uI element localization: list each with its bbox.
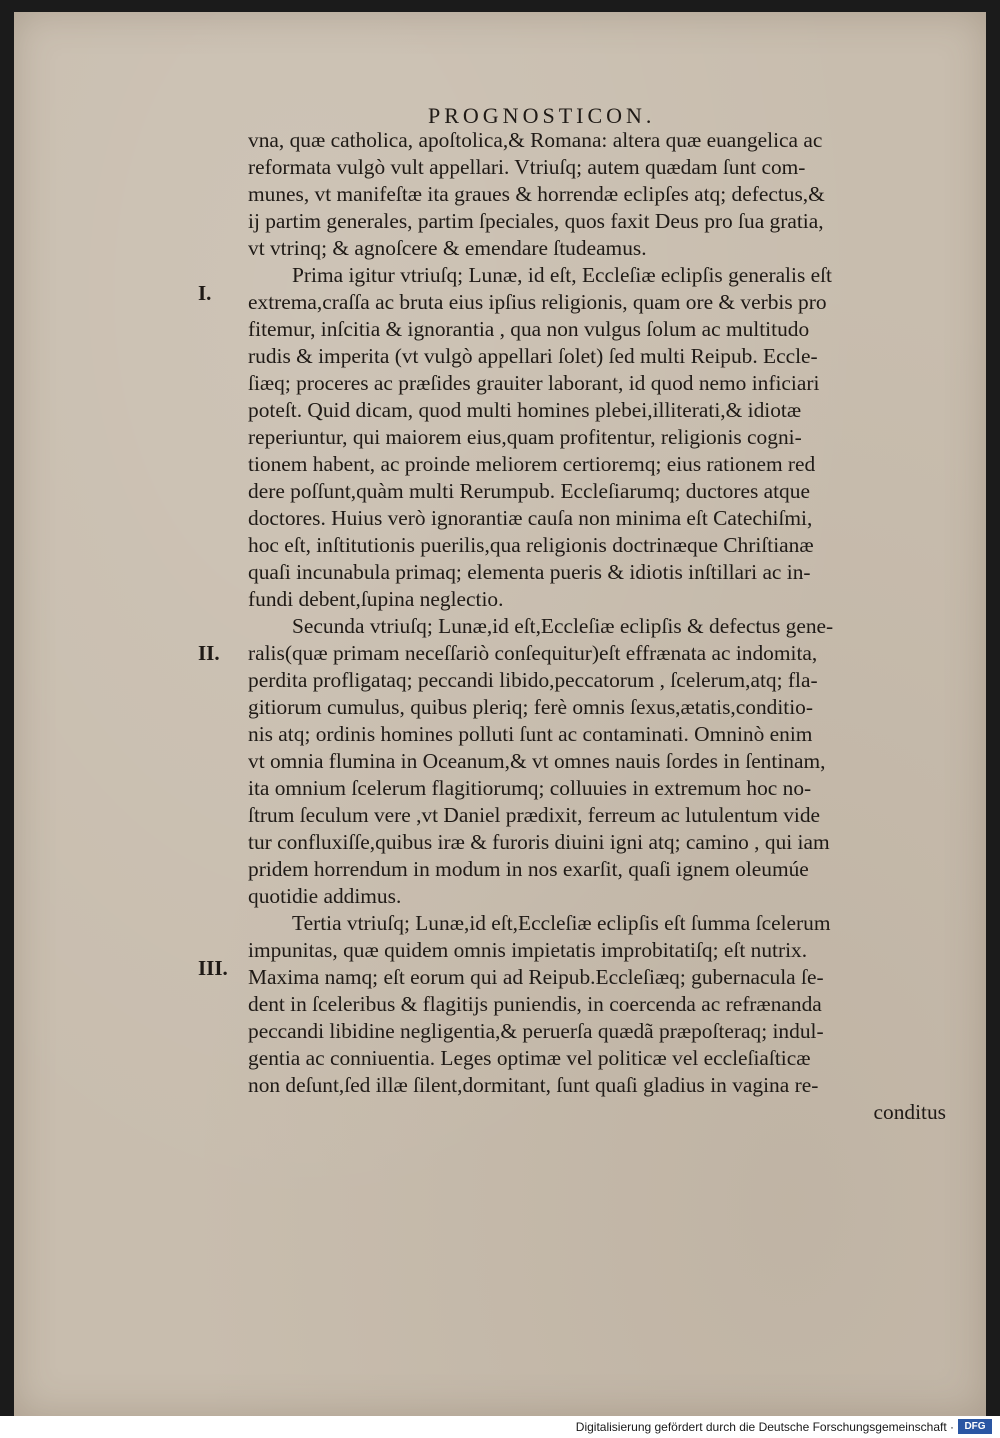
body-text	[248, 127, 964, 1126]
text-line: perdita profligataq; peccandi libido,peccatorum , ſcelerum,atq; fla-	[248, 668, 818, 692]
text-line: ita omnium ſcelerum flagitiorumq; colluuies in extremum hoc no-	[248, 776, 812, 800]
section-number: III.	[198, 956, 228, 980]
text-line: non deſunt,ſed illæ ſilent,dormitant, ſunt quaſi gladius in vagina re-	[248, 1073, 819, 1097]
dfg-logo: DFG	[958, 1419, 992, 1434]
page-header: PROGNOSTICON.	[428, 103, 656, 128]
text-line: vt omnia flumina in Oceanum,& vt omnes nauis ſordes in ſentinam,	[248, 749, 826, 773]
text-line: ſtrum ſeculum vere ,vt Daniel prædixit, ferreum ac lutulentum vide	[248, 803, 821, 827]
text-line: munes, vt manifeſtæ ita graues & horrendæ eclipſes atq; defectus,&	[248, 182, 825, 206]
text-line: fitemur, inſcitia & ignorantia , qua non vulgus ſolum ac multitudo	[248, 317, 810, 341]
text-line: ſiæq; proceres ac præſides grauiter laborant, id quod nemo inficiari	[248, 371, 820, 395]
text-line: impunitas, quæ quidem omnis impietatis improbitatiſq; eſt nutrix.	[248, 938, 808, 962]
text-line: vna, quæ catholica, apoſtolica,& Romana: altera quæ euangelica ac	[248, 128, 823, 152]
text-line: dent in ſceleribus & flagitijs puniendis, in coercenda ac refrænanda	[248, 992, 822, 1016]
text-line: pridem horrendum in modum in nos exarſit, quaſi ignem oleumúe	[248, 857, 809, 881]
text-line: peccandi libidine negligentia,& peruerſa quædã præpoſteraq; indul-	[248, 1019, 824, 1043]
catchword: conditus	[873, 1100, 946, 1124]
text-line: dere poſſunt,quàm multi Rerumpub. Eccleſiarumq; ductores atque	[248, 479, 810, 503]
paragraph	[248, 910, 964, 1099]
text-line: rudis & imperita (vt vulgò appellari ſolet) ſed multi Reipub. Eccle-	[248, 344, 818, 368]
text-line: tur confluxiſſe,quibus iræ & furoris diuini igni atq; camino , qui iam	[248, 830, 830, 854]
text-line: hoc eſt, inſtitutionis puerilis,qua religionis doctrinæque Chriſtianæ	[248, 533, 814, 557]
paragraph	[248, 262, 964, 613]
paragraph	[248, 613, 964, 910]
section-number: I.	[198, 281, 212, 305]
text-line: Maxima namq; eſt eorum qui ad Reipub.Eccleſiæq; gubernacula ſe-	[248, 965, 824, 989]
text-line: reformata vulgò vult appellari. Vtriuſq; autem quædam ſunt com-	[248, 155, 806, 179]
text-line: reperiuntur, qui maiorem eius,quam profitentur, religionis cogni-	[248, 425, 802, 449]
text-line: Tertia vtriuſq; Lunæ,id eſt,Eccleſiæ eclipſis eſt ſumma ſcelerum	[292, 911, 831, 935]
text-line: poteſt. Quid dicam, quod multi homines plebei,illiterati,& idiotæ	[248, 398, 802, 422]
text-line: fundi debent,ſupina neglectio.	[248, 587, 504, 611]
paragraph	[248, 127, 964, 262]
text-line: ralis(quæ primam neceſſariò conſequitur)eſt effrænata ac indomita,	[248, 641, 818, 665]
text-line: doctores. Huius verò ignorantiæ cauſa non minima eſt Catechiſmi,	[248, 506, 813, 530]
text-line: tionem habent, ac proinde meliorem certioremq; eius rationem red	[248, 452, 816, 476]
text-line: Secunda vtriuſq; Lunæ,id eſt,Eccleſiæ eclipſis & defectus gene-	[292, 614, 834, 638]
text-line: ij partim generales, partim ſpeciales, quos faxit Deus pro ſua gratia,	[248, 209, 824, 233]
text-line: quaſi incunabula primaq; elementa pueris & idiotis inſtillari ac in-	[248, 560, 811, 584]
text-line: gentia ac conniuentia. Leges optimæ vel politicæ vel eccleſiaſticæ	[248, 1046, 811, 1070]
text-line: vt vtrinq; & agnoſcere & emendare ſtudeamus.	[248, 236, 647, 260]
text-line: gitiorum cumulus, quibus pleriq; ferè omnis ſexus,ætatis,conditio-	[248, 695, 814, 719]
funding-notice: Digitalisierung gefördert durch die Deutsche Forschungsgemeinschaft ·	[575, 1420, 954, 1434]
text-line: nis atq; ordinis homines polluti ſunt ac contaminati. Omninò enim	[248, 722, 813, 746]
text-line: quotidie addimus.	[248, 884, 402, 908]
text-line: Prima igitur vtriuſq; Lunæ, id eſt, Eccleſiæ eclipſis generalis eſt	[292, 263, 832, 287]
text-line: extrema,craſſa ac bruta eius ipſius religionis, quam ore & verbis pro	[248, 290, 827, 314]
section-number: II.	[198, 641, 220, 665]
